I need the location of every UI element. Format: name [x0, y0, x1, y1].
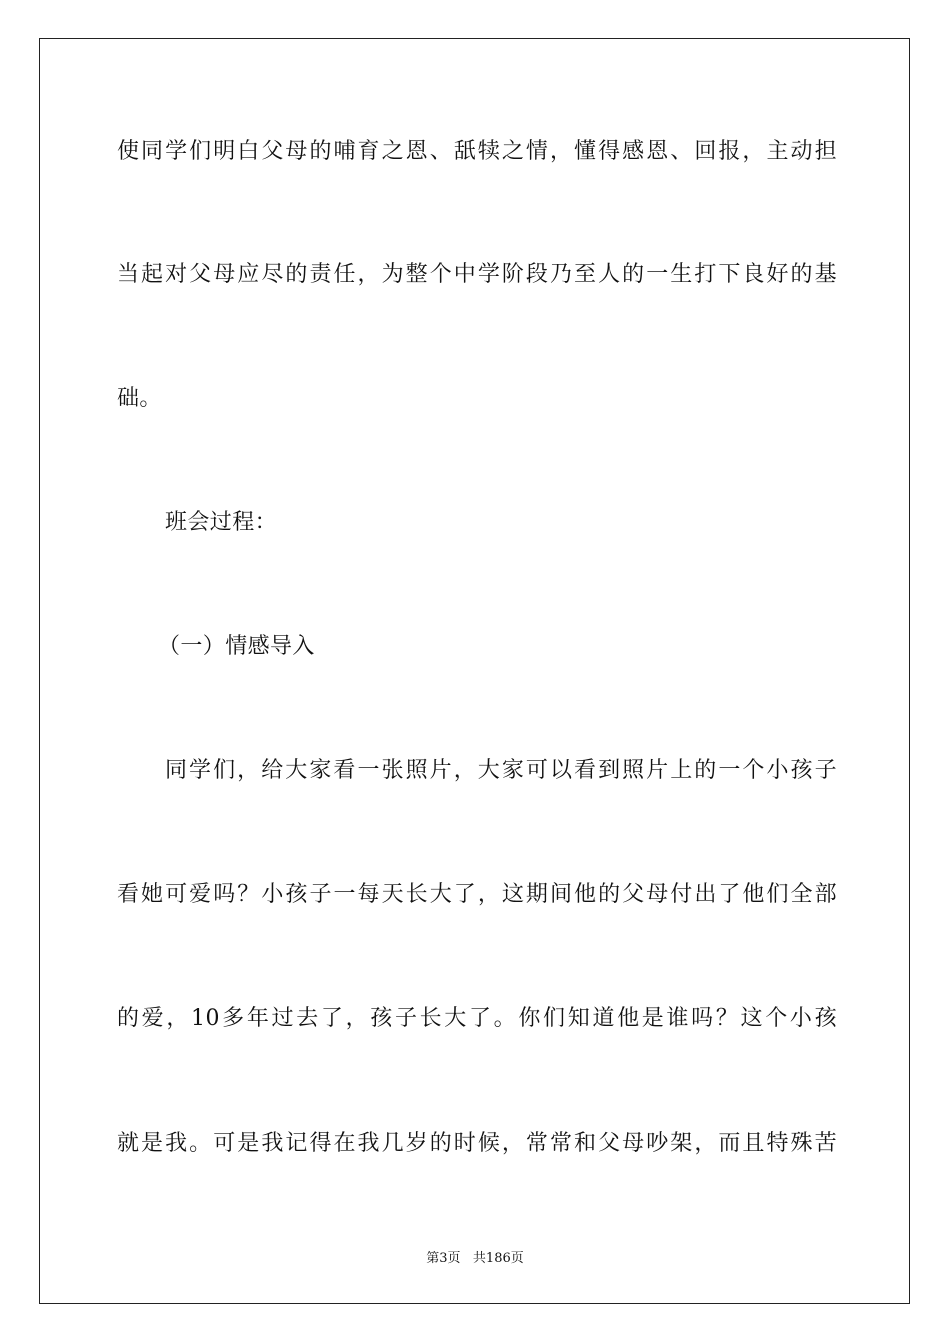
paragraph-line: 看她可爱吗？小孩子一每天长大了，这期间他的父母付出了他们全部	[117, 882, 837, 907]
paragraph-line: 础。	[117, 386, 162, 411]
page-border	[39, 38, 910, 1304]
subsection-heading: （一）情感导入	[158, 634, 315, 659]
paragraph-line: 就是我。可是我记得在我几岁的时候，常常和父母吵架，而且特殊苦	[117, 1131, 837, 1156]
section-heading: 班会过程：	[165, 510, 278, 535]
paragraph-line: 使同学们明白父母的哺育之恩、舐犊之情，懂得感恩、回报，主动担	[117, 139, 837, 164]
paragraph-line: 的爱，10多年过去了，孩子长大了。你们知道他是谁吗？这个小孩	[117, 1006, 837, 1031]
page-number-footer: 第3页 共186页	[426, 1251, 524, 1266]
paragraph-line: 同学们，给大家看一张照片，大家可以看到照片上的一个小孩子	[165, 758, 837, 783]
paragraph-line: 当起对父母应尽的责任，为整个中学阶段乃至人的一生打下良好的基	[117, 262, 837, 287]
